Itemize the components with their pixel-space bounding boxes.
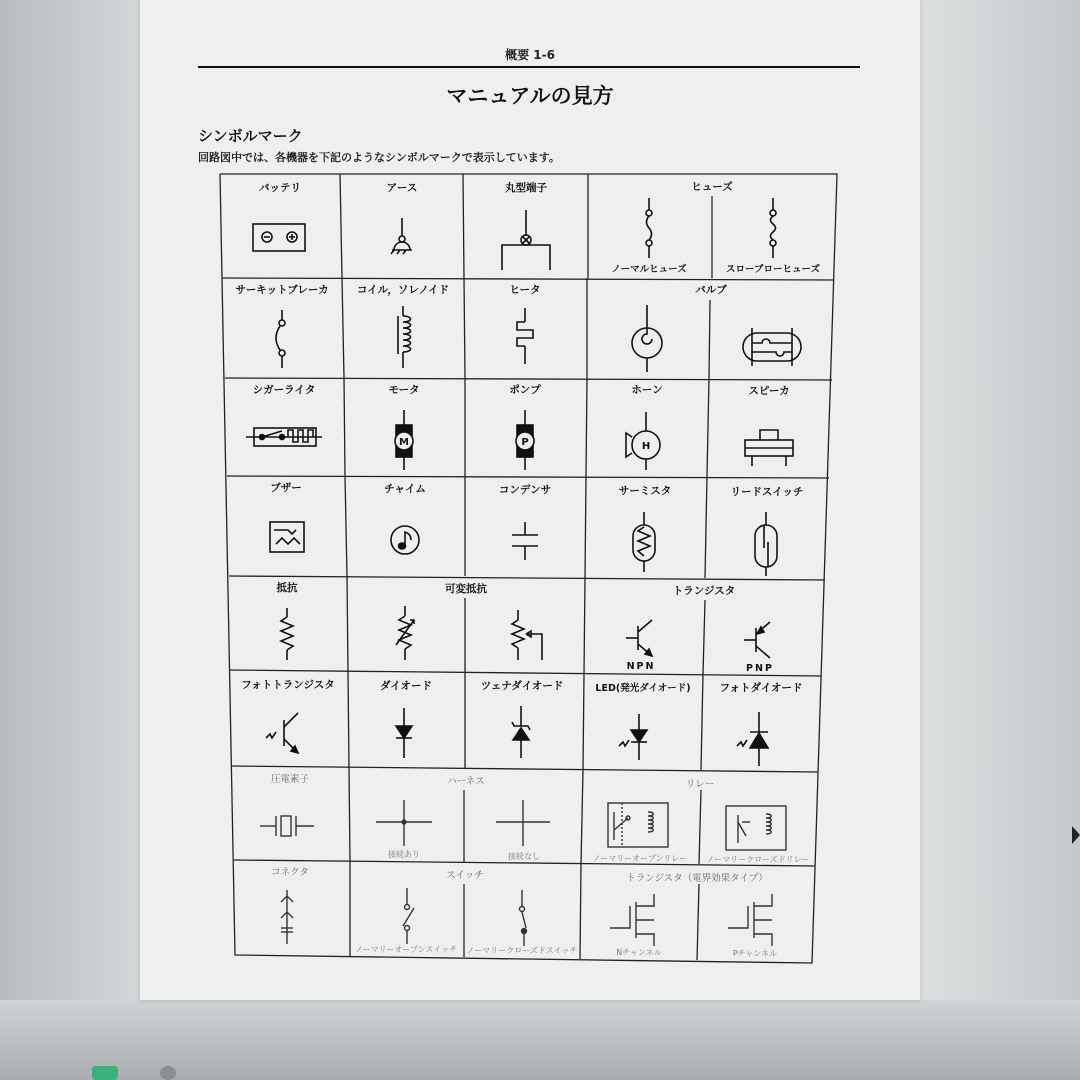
battery-icon xyxy=(253,224,305,251)
ground-icon xyxy=(391,218,412,254)
header-thermistor: サーミスタ xyxy=(618,485,672,497)
caption-not-connected: 接続なし xyxy=(508,852,540,861)
speaker-icon xyxy=(745,430,793,466)
caption-pnp: PNP xyxy=(746,663,774,674)
harness-connected-icon xyxy=(376,800,432,846)
header-coil-solenoid: コイル，ソレノイド xyxy=(357,284,449,296)
header-horn: ホーン xyxy=(631,384,663,396)
header-connector: コネクタ xyxy=(271,867,309,878)
coil-solenoid-icon xyxy=(398,306,411,368)
piezo-element-icon xyxy=(260,816,314,836)
header-chime: チャイム xyxy=(384,483,426,495)
header-speaker: スピーカ xyxy=(748,385,790,397)
page-title: マニュアルの見方 xyxy=(446,84,614,108)
ring-terminal-icon xyxy=(502,210,550,270)
normally-open-switch-icon xyxy=(403,888,414,944)
header-variable-resistor: 可変抵抗 xyxy=(445,583,487,595)
header-reed-switch: リードスイッチ xyxy=(730,486,804,498)
page-header-code: 概要 1-6 xyxy=(505,48,555,62)
npn-transistor-icon xyxy=(626,620,652,656)
phototransistor-icon xyxy=(266,713,298,753)
reed-switch-icon xyxy=(755,512,777,576)
header-resistor: 抵抗 xyxy=(276,582,298,594)
diode-icon xyxy=(396,708,412,758)
header-condenser: コンデンサ xyxy=(498,484,552,496)
caption-slow-blow-fuse: スローブローヒューズ xyxy=(725,264,821,275)
potentiometer-icon xyxy=(512,610,542,660)
thermistor-icon xyxy=(633,512,655,572)
harness-not-connected-icon xyxy=(496,800,550,846)
header-zener-diode: ツェナダイオード xyxy=(480,680,564,692)
chime-icon xyxy=(391,526,419,554)
header-battery: バッテリ xyxy=(259,182,301,194)
header-fet: トランジスタ（電界効果タイプ） xyxy=(626,873,768,884)
header-led: LED(発光ダイオード) xyxy=(595,683,691,694)
variable-resistor-icon xyxy=(396,606,414,660)
heater-icon xyxy=(517,308,533,364)
slow-blow-fuse-icon xyxy=(770,198,776,258)
header-heater: ヒータ xyxy=(509,284,541,296)
bulb-icon xyxy=(632,305,662,372)
caption-p-channel: Pチャンネル xyxy=(732,949,778,958)
header-piezo-element: 圧電素子 xyxy=(270,774,310,785)
normally-open-relay-icon xyxy=(608,803,668,847)
header-pump: ポンプ xyxy=(509,384,541,396)
header-fuse: ヒューズ xyxy=(691,181,733,193)
normally-closed-switch-icon xyxy=(520,890,527,946)
horn-label: H xyxy=(641,441,651,452)
header-motor: モータ xyxy=(388,384,420,396)
caption-normally-open-switch: ノーマリーオープンスイッチ xyxy=(354,945,458,954)
circuit-breaker-icon xyxy=(276,310,285,368)
normally-closed-relay-icon xyxy=(726,806,786,850)
header-buzzer: ブザー xyxy=(270,482,302,494)
buzzer-icon xyxy=(270,522,304,552)
condenser-icon xyxy=(512,522,538,560)
header-ground: アース xyxy=(386,182,418,194)
p-channel-fet-icon xyxy=(728,894,772,946)
normal-fuse-icon xyxy=(646,198,652,258)
header-cigar-lighter: シガーライタ xyxy=(252,384,316,396)
pnp-transistor-icon xyxy=(744,622,770,658)
header-switch: スイッチ xyxy=(446,870,484,881)
pump-label: P xyxy=(521,437,529,448)
zener-diode-icon xyxy=(512,706,530,758)
caption-normal-fuse: ノーマルヒューズ xyxy=(611,264,687,275)
section-description: 回路図中では、各機器を下記のようなシンボルマークで表示しています。 xyxy=(198,151,560,164)
header-relay: リレー xyxy=(685,779,715,790)
motor-label: M xyxy=(399,437,409,448)
header-harness: ハーネス xyxy=(447,776,485,787)
header-transistor: トランジスタ xyxy=(672,585,736,597)
led-icon xyxy=(619,714,647,760)
double-bulb-icon xyxy=(743,328,801,366)
n-channel-fet-icon xyxy=(610,894,654,946)
header-ring-terminal: 丸型端子 xyxy=(505,182,547,194)
header-bulb: バルブ xyxy=(695,284,727,296)
resistor-icon xyxy=(281,608,293,660)
section-title: シンボルマーク xyxy=(198,127,303,145)
caption-npn: NPN xyxy=(626,661,656,672)
connector-icon xyxy=(281,890,293,944)
caption-normally-closed-relay: ノーマリークローズドリレー xyxy=(706,855,810,864)
photodiode-icon xyxy=(737,712,768,766)
caption-connected: 接続あり xyxy=(388,850,420,859)
header-diode: ダイオード xyxy=(380,680,432,692)
header-photodiode: フォトダイオード xyxy=(719,682,803,694)
cigar-lighter-icon xyxy=(246,428,322,446)
caption-normally-closed-switch: ノーマリークローズドスイッチ xyxy=(466,946,578,955)
caption-normally-open-relay: ノーマリーオープンリレー xyxy=(592,854,688,863)
caption-n-channel: Nチャンネル xyxy=(616,948,662,957)
header-circuit-breaker: サーキットブレーカ xyxy=(235,284,329,296)
header-phototransistor: フォトトランジスタ xyxy=(241,679,335,691)
